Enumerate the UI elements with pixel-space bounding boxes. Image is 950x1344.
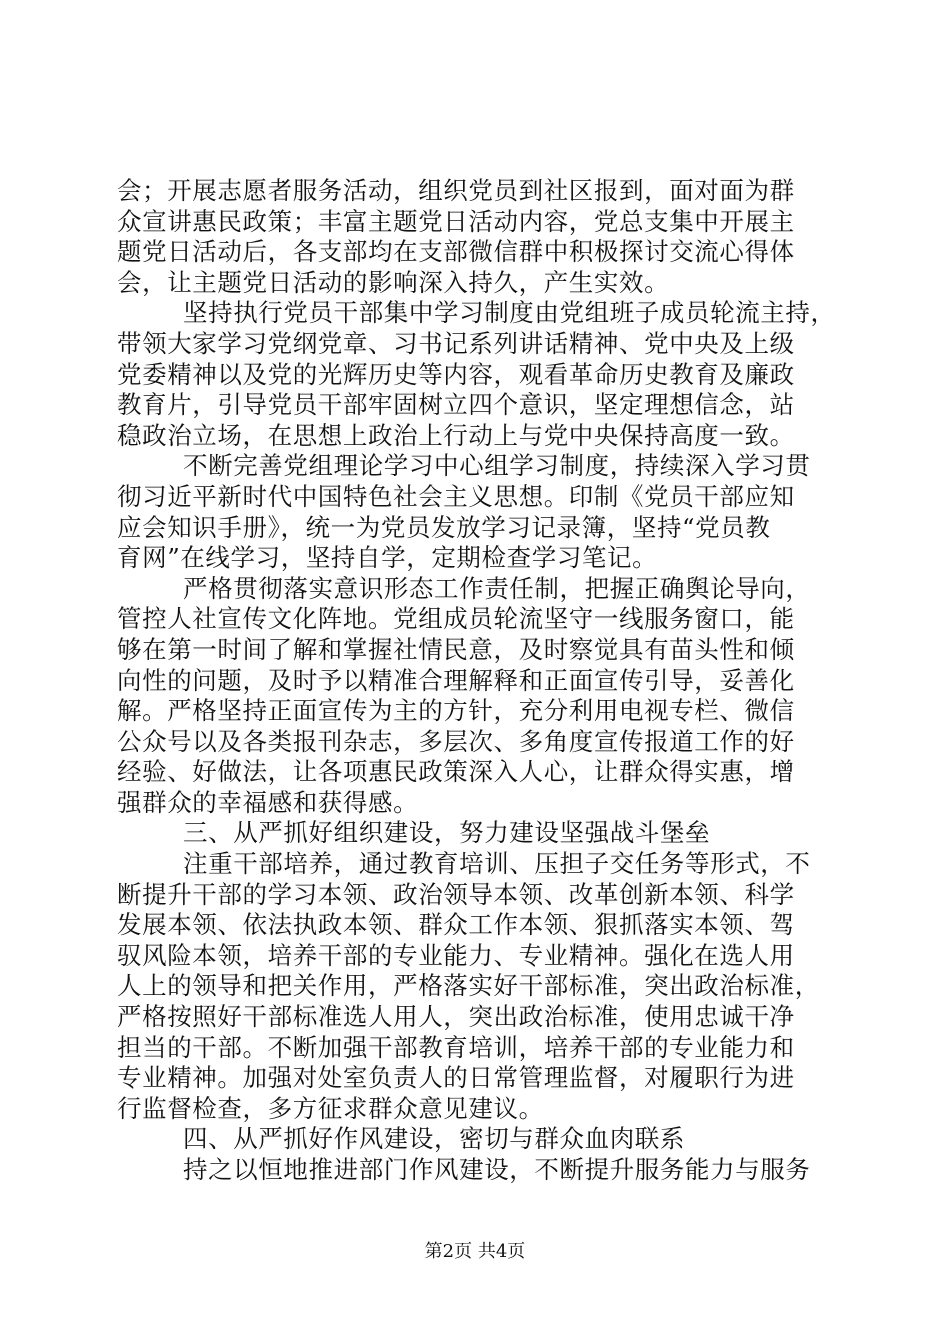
body-text-line: 严格贯彻落实意识形态工作责任制，把握正确舆论导向，: [183, 574, 811, 603]
body-text-line: 育网”在线学习，坚持自学，定期检查学习笔记。: [117, 543, 658, 572]
body-text-line: 驭风险本领，培养干部的专业能力、专业精神。强化在选人用: [117, 941, 795, 970]
body-text-line: 不断完善党组理论学习中心组学习制度，持续深入学习贯: [183, 451, 811, 480]
body-text-line: 行监督检查，多方征求群众意见建议。: [117, 1094, 544, 1123]
body-text-line: 专业精神。加强对处室负责人的日常管理监督，对履职行为进: [117, 1063, 795, 1092]
body-text-line: 管控人社宣传文化阵地。党组成员轮流坚守一线服务窗口，能: [117, 604, 795, 633]
body-text-line: 强群众的幸福感和获得感。: [117, 788, 419, 817]
body-text-line: 担当的干部。不断加强干部教育培训，培养干部的专业能力和: [117, 1033, 795, 1062]
body-text-line: 应会知识手册》，统一为党员发放学习记录簿，坚持“党员教: [117, 513, 771, 542]
body-text-line: 解。严格坚持正面宣传为主的方针，充分利用电视专栏、微信: [117, 696, 795, 725]
body-text-line: 题党日活动后，各支部均在支部微信群中积极探讨交流心得体: [117, 237, 795, 266]
body-text-line: 彻习近平新时代中国特色社会主义思想。印制《党员干部应知: [117, 482, 795, 511]
body-text-line: 够在第一时间了解和掌握社情民意，及时察觉具有苗头性和倾: [117, 635, 795, 664]
body-text-line: 教育片，引导党员干部牢固树立四个意识，坚定理想信念，站: [117, 390, 795, 419]
section-heading: 三、从严抓好组织建设，努力建设坚强战斗堡垒: [183, 818, 711, 847]
body-text-line: 严格按照好干部标准选人用人，突出政治标准，使用忠诚干净: [117, 1002, 795, 1031]
body-text-line: 经验、好做法，让各项惠民政策深入人心，让群众得实惠，增: [117, 757, 795, 786]
body-text-line: 带领大家学习党纲党章、习书记系列讲话精神、党中央及上级: [117, 329, 795, 358]
body-text-line: 党委精神以及党的光辉历史等内容，观看革命历史教育及廉政: [117, 360, 795, 389]
body-text-line: 会；开展志愿者服务活动，组织党员到社区报到，面对面为群: [117, 176, 795, 205]
body-text-line: 向性的问题，及时予以精准合理解释和正面宣传引导，妥善化: [117, 666, 795, 695]
body-text-line: 发展本领、依法执政本领、群众工作本领、狠抓落实本领、驾: [117, 910, 795, 939]
body-text-line: 断提升干部的学习本领、政治领导本领、改革创新本领、科学: [117, 880, 795, 909]
body-text-line: 注重干部培养，通过教育培训、压担子交任务等形式，不: [183, 849, 811, 878]
body-text-line: 持之以恒地推进部门作风建设，不断提升服务能力与服务: [183, 1155, 811, 1184]
body-text-line: 会，让主题党日活动的影响深入持久，产生实效。: [117, 268, 670, 297]
section-heading: 四、从严抓好作风建设，密切与群众血肉联系: [183, 1124, 685, 1153]
body-text-line: 公众号以及各类报刊杂志，多层次、多角度宣传报道工作的好: [117, 727, 795, 756]
body-text-line: 坚持执行党员干部集中学习制度由党组班子成员轮流主持，: [183, 298, 836, 327]
body-text-line: 众宣讲惠民政策；丰富主题党日活动内容，党总支集中开展主: [117, 207, 795, 236]
page-footer: 第2页 共4页: [424, 1241, 526, 1262]
body-text-line: 稳政治立场，在思想上政治上行动上与党中央保持高度一致。: [117, 421, 795, 450]
body-text-line: 人上的领导和把关作用，严格落实好干部标准，突出政治标准，: [117, 971, 820, 1000]
